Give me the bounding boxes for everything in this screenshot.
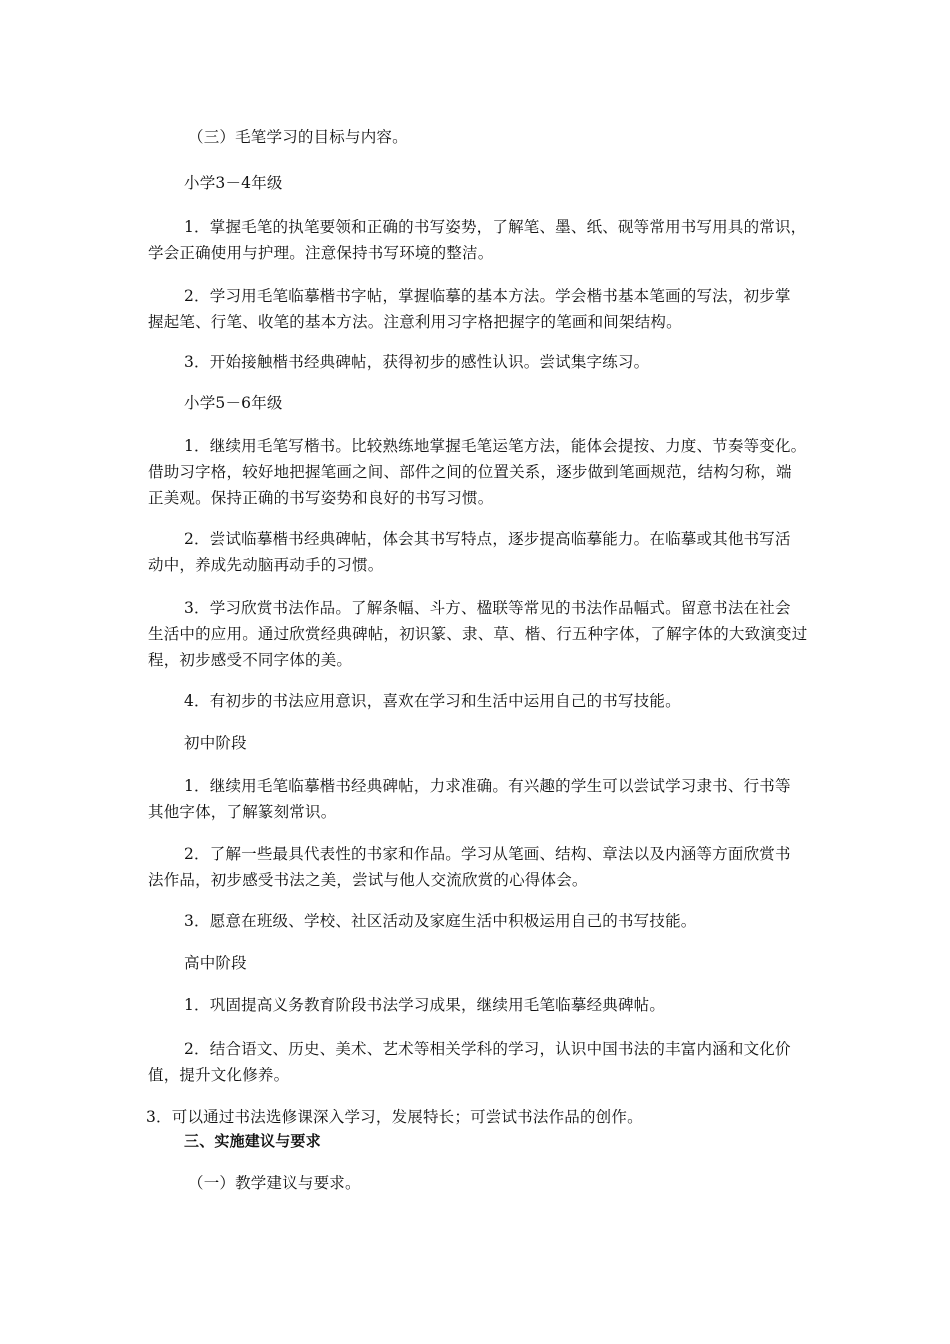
paragraph-line: 4．有初步的书法应用意识，喜欢在学习和生活中运用自己的书写技能。 [184, 692, 681, 710]
stage-heading-junior: 初中阶段 [184, 734, 247, 752]
paragraph-line: 正美观。保持正确的书写姿势和良好的书写习惯。 [148, 489, 494, 507]
paragraph-line: 2．结合语文、历史、美术、艺术等相关学科的学习，认识中国书法的丰富内涵和文化价 [184, 1040, 791, 1058]
paragraph-line: 2．了解一些最具代表性的书家和作品。学习从笔画、结构、章法以及内涵等方面欣赏书 [184, 845, 791, 863]
subsection-heading-teaching: （一）教学建议与要求。 [188, 1174, 361, 1192]
paragraph-line: 学会正确使用与护理。注意保持书写环境的整洁。 [148, 244, 494, 262]
stage-heading-senior: 高中阶段 [184, 954, 247, 972]
paragraph-line: 3．学习欣赏书法作品。了解条幅、斗方、楹联等常见的书法作品幅式。留意书法在社会 [184, 599, 791, 617]
section-heading-implementation: 三、实施建议与要求 [184, 1132, 321, 1150]
paragraph-line: 3．开始接触楷书经典碑帖，获得初步的感性认识。尝试集字练习。 [184, 353, 650, 371]
paragraph-line: 生活中的应用。通过欣赏经典碑帖，初识篆、隶、草、楷、行五种字体，了解字体的大致演变过 [148, 625, 808, 643]
paragraph-line: 1．掌握毛笔的执笔要领和正确的书写姿势，了解笔、墨、纸、砚等常用书写用具的常识， [184, 218, 807, 236]
paragraph-line: 借助习字格，较好地把握笔画之间、部件之间的位置关系，逐步做到笔画规范，结构匀称，端 [148, 463, 792, 481]
paragraph-line: 1．继续用毛笔写楷书。比较熟练地掌握毛笔运笔方法，能体会提按、力度、节奏等变化。 [184, 437, 807, 455]
grade-heading-5-6: 小学5－6年级 [184, 394, 283, 412]
grade-heading-3-4: 小学3－4年级 [184, 174, 283, 192]
paragraph-line: 值，提升文化修养。 [148, 1066, 290, 1084]
paragraph-line: 1．巩固提高义务教育阶段书法学习成果，继续用毛笔临摹经典碑帖。 [184, 996, 666, 1014]
paragraph-line: 其他字体，了解篆刻常识。 [148, 803, 337, 821]
paragraph-line: 法作品，初步感受书法之美，尝试与他人交流欣赏的心得体会。 [148, 871, 588, 889]
paragraph-line: 动中，养成先动脑再动手的习惯。 [148, 556, 384, 574]
paragraph-line: 3．可以通过书法选修课深入学习，发展特长；可尝试书法作品的创作。 [146, 1108, 643, 1126]
paragraph-line: 程，初步感受不同字体的美。 [148, 651, 353, 669]
section-heading-brush-goals: （三）毛笔学习的目标与内容。 [188, 128, 408, 146]
paragraph-line: 3．愿意在班级、学校、社区活动及家庭生活中积极运用自己的书写技能。 [184, 912, 697, 930]
paragraph-line: 1．继续用毛笔临摹楷书经典碑帖，力求准确。有兴趣的学生可以尝试学习隶书、行书等 [184, 777, 791, 795]
paragraph-line: 握起笔、行笔、收笔的基本方法。注意利用习字格把握字的笔画和间架结构。 [148, 313, 682, 331]
paragraph-line: 2．尝试临摹楷书经典碑帖，体会其书写特点，逐步提高临摹能力。在临摹或其他书写活 [184, 530, 791, 548]
paragraph-line: 2．学习用毛笔临摹楷书字帖，掌握临摹的基本方法。学会楷书基本笔画的写法，初步掌 [184, 287, 791, 305]
